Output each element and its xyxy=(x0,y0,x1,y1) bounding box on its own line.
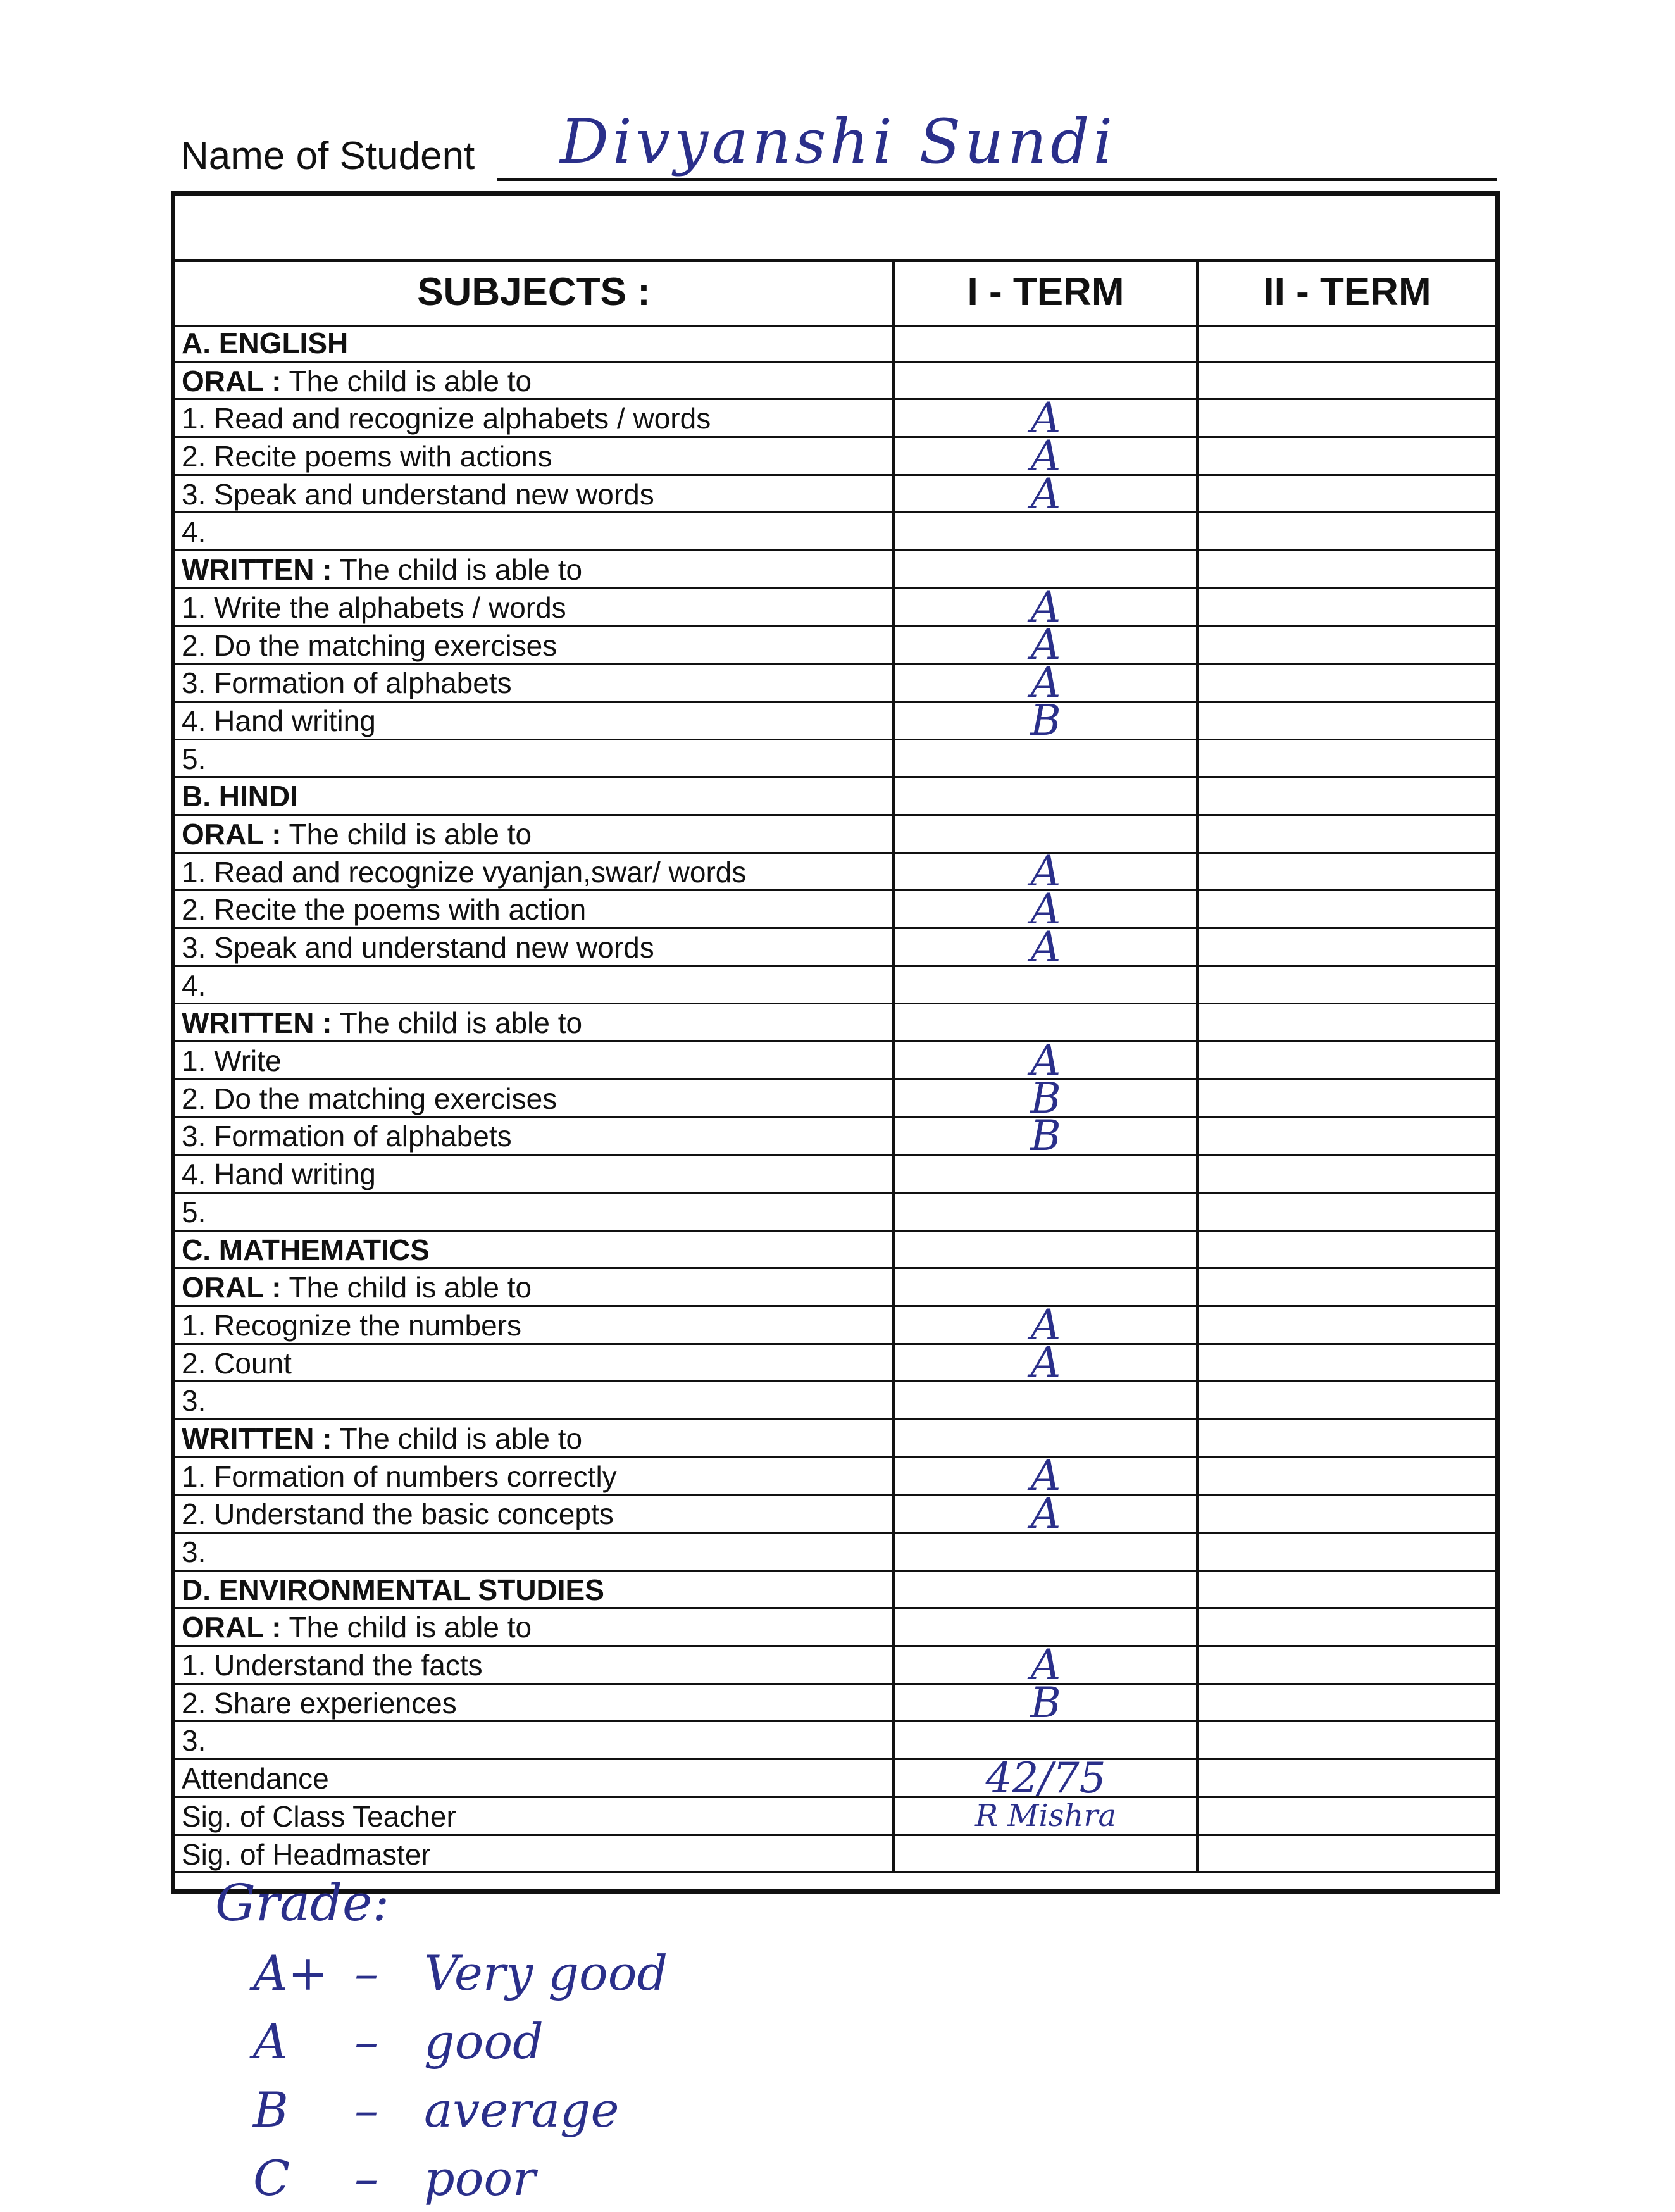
term1-grade xyxy=(895,1232,1199,1268)
term2-grade xyxy=(1199,476,1495,512)
table-row xyxy=(175,1004,1495,1042)
subject-cell xyxy=(175,703,895,739)
table-header-row xyxy=(175,259,1495,327)
term2-grade xyxy=(1199,778,1495,814)
subject-text: The child is able to xyxy=(332,1006,583,1040)
table-row xyxy=(175,1156,1495,1194)
subject-text: The child is able to xyxy=(281,1271,532,1304)
term1-grade xyxy=(895,551,1199,587)
subject-cell xyxy=(175,854,895,890)
subject-text: The child is able to xyxy=(332,553,583,587)
term1-grade: B xyxy=(895,1080,1199,1116)
subject-cell xyxy=(175,665,895,701)
table-row xyxy=(175,1300,1495,1349)
subjects-header: SUBJECTS : xyxy=(175,259,895,325)
legend-item xyxy=(215,2075,668,2144)
term2-grade xyxy=(1199,1647,1495,1683)
term1-grade xyxy=(895,325,1199,361)
table-row xyxy=(175,431,1495,480)
legend-meaning: good xyxy=(424,2013,544,2070)
footer-row xyxy=(175,1753,1495,1803)
term1-grade xyxy=(895,1004,1199,1040)
table-row xyxy=(175,696,1495,745)
subject-cell xyxy=(175,1572,895,1608)
subject-text: 1. Write the alphabets / words xyxy=(182,590,566,624)
table-row xyxy=(175,847,1495,896)
table-row xyxy=(175,1451,1495,1501)
subject-cell xyxy=(175,1042,895,1078)
subject-text: 1. Formation of numbers correctly xyxy=(182,1459,617,1493)
subject-cell xyxy=(175,1458,895,1494)
term1-grade: A xyxy=(895,589,1199,625)
term2-grade xyxy=(1199,1722,1495,1758)
subject-text: 1. Read and recognize vyanjan,swar/ words xyxy=(182,855,747,889)
subject-cell xyxy=(175,967,895,1003)
subject-text: The child is able to xyxy=(332,1422,583,1455)
table-row xyxy=(175,740,1495,778)
legend-meaning: Very good xyxy=(424,1944,668,2001)
term1-grade: A xyxy=(895,929,1199,965)
table-row xyxy=(175,582,1495,632)
subject-cell xyxy=(175,1307,895,1343)
subject-text: 4. Hand writing xyxy=(182,1158,376,1191)
term2-grade xyxy=(1199,665,1495,701)
legend-grade: C xyxy=(253,2149,290,2206)
subject-text: 2. Share experiences xyxy=(182,1686,457,1720)
subject-text: 4. xyxy=(182,968,206,1002)
subject-text: 4. Hand writing xyxy=(182,704,376,737)
term1-grade: B xyxy=(895,1685,1199,1721)
subject-text: 1. Recognize the numbers xyxy=(182,1308,521,1342)
table-row xyxy=(175,620,1495,670)
subject-cell xyxy=(175,1232,895,1268)
term2-grade xyxy=(1199,1080,1495,1116)
term1-grade xyxy=(895,1194,1199,1230)
table-row xyxy=(175,778,1495,816)
term1-grade xyxy=(895,1534,1199,1570)
term1-grade xyxy=(895,1269,1199,1305)
term2-grade xyxy=(1199,438,1495,474)
subject-cell xyxy=(175,891,895,927)
table-row xyxy=(175,1722,1495,1760)
name-underline xyxy=(497,178,1497,181)
report-card-table xyxy=(171,191,1500,1894)
subject-cell xyxy=(175,589,895,625)
term1-grade: A xyxy=(895,1647,1199,1683)
subject-cell xyxy=(175,778,895,814)
legend-meaning: poor xyxy=(424,2149,536,2206)
subject-text: 2. Understand the basic concepts xyxy=(182,1497,614,1531)
legend-item xyxy=(215,2144,668,2212)
term2-grade xyxy=(1199,891,1495,927)
table-row xyxy=(175,325,1495,363)
subject-text: 2. Recite the poems with action xyxy=(182,893,587,927)
term1-grade xyxy=(895,1722,1199,1758)
term1-grade: A xyxy=(895,1496,1199,1532)
subject-cell xyxy=(175,1722,895,1758)
subject-cell xyxy=(175,1004,895,1040)
term2-grade xyxy=(1199,1496,1495,1532)
term1-grade xyxy=(895,1382,1199,1418)
table-row xyxy=(175,658,1495,708)
subject-cell xyxy=(175,1080,895,1116)
subject-cell xyxy=(175,1647,895,1683)
table-row xyxy=(175,1035,1495,1085)
legend-meaning: average xyxy=(424,2081,620,2138)
term2-footer-cell xyxy=(1199,1836,1495,1872)
term1-grade xyxy=(895,816,1199,852)
subject-text: 3. xyxy=(182,1724,206,1758)
term1-grade: A xyxy=(895,891,1199,927)
subject-heading: C. MATHEMATICS xyxy=(182,1233,430,1266)
term1-grade: A xyxy=(895,627,1199,663)
legend-grade: A xyxy=(253,2013,288,2070)
legend-grade: B xyxy=(253,2081,289,2138)
subject-cell xyxy=(175,400,895,436)
student-name-value: Divyanshi Sundi xyxy=(560,106,1117,177)
subject-text: 5. xyxy=(182,742,206,775)
attendance-value: 42/75 xyxy=(895,1760,1199,1796)
term1-grade xyxy=(895,967,1199,1003)
table-row xyxy=(175,885,1495,934)
subject-heading: WRITTEN : xyxy=(182,1422,332,1455)
subject-text: 3. xyxy=(182,1535,206,1568)
term1-grade: A xyxy=(895,1042,1199,1078)
subject-heading: B. HINDI xyxy=(182,780,298,813)
term2-header: II - TERM xyxy=(1263,270,1431,314)
subject-cell xyxy=(175,1382,895,1418)
term2-grade xyxy=(1199,1042,1495,1078)
term1-grade xyxy=(895,513,1199,549)
legend-list xyxy=(215,1939,668,2212)
subject-cell xyxy=(175,1609,895,1645)
table-row xyxy=(175,551,1495,589)
term2-grade xyxy=(1199,589,1495,625)
subject-heading: WRITTEN : xyxy=(182,1006,332,1040)
term1-grade: A xyxy=(895,665,1199,701)
term2-grade xyxy=(1199,1420,1495,1456)
term2-grade xyxy=(1199,1345,1495,1381)
subject-cell xyxy=(175,363,895,399)
term2-grade xyxy=(1199,627,1495,663)
legend-dash: – xyxy=(354,2013,378,2070)
legend-dash: – xyxy=(354,1944,378,2001)
term1-grade xyxy=(895,363,1199,399)
subject-cell xyxy=(175,1685,895,1721)
table-row xyxy=(175,1073,1495,1123)
term1-grade xyxy=(895,1609,1199,1645)
table-row xyxy=(175,1194,1495,1232)
term1-grade: A xyxy=(895,1307,1199,1343)
subject-cell xyxy=(175,740,895,777)
subject-cell xyxy=(175,325,895,361)
term1-grade xyxy=(895,740,1199,777)
footer-label: Sig. of Headmaster xyxy=(175,1836,895,1872)
term1-grade: A xyxy=(895,1458,1199,1494)
subject-heading: WRITTEN : xyxy=(182,553,332,587)
legend-grade: A+ xyxy=(253,1944,328,2001)
term2-grade xyxy=(1199,1609,1495,1645)
footer-label: Sig. of Class Teacher xyxy=(175,1798,895,1834)
term1-grade xyxy=(895,1572,1199,1608)
subject-cell xyxy=(175,627,895,663)
term2-grade xyxy=(1199,363,1495,399)
table-row xyxy=(175,1678,1495,1727)
subject-cell xyxy=(175,1496,895,1532)
table-row xyxy=(175,363,1495,401)
term1-grade: A xyxy=(895,476,1199,512)
term1-header: I - TERM xyxy=(895,259,1199,325)
subject-cell xyxy=(175,1420,895,1456)
term2-grade xyxy=(1199,1685,1495,1721)
footer-row xyxy=(175,1798,1495,1836)
term2-grade xyxy=(1199,703,1495,739)
term2-grade xyxy=(1199,854,1495,890)
term2-grade xyxy=(1199,1382,1495,1418)
term1-grade: A xyxy=(895,438,1199,474)
term1-grade xyxy=(895,1156,1199,1192)
subject-text: The child is able to xyxy=(281,364,532,397)
term2-grade xyxy=(1199,1194,1495,1230)
subject-heading: ORAL : xyxy=(182,1611,282,1644)
table-body xyxy=(175,325,1495,1873)
term2-grade xyxy=(1199,513,1495,549)
subject-cell xyxy=(175,1156,895,1192)
subject-cell xyxy=(175,1118,895,1154)
term2-grade xyxy=(1199,967,1495,1003)
table-row xyxy=(175,922,1495,972)
term2-grade xyxy=(1199,1572,1495,1608)
term2-grade xyxy=(1199,551,1495,587)
term2-grade xyxy=(1199,1458,1495,1494)
signature xyxy=(895,1836,1199,1872)
subject-heading: ORAL : xyxy=(182,1271,282,1304)
subject-heading: ORAL : xyxy=(182,364,282,397)
term2-grade xyxy=(1199,929,1495,965)
table-row xyxy=(175,1489,1495,1539)
footer-row xyxy=(175,1836,1495,1874)
student-name-line xyxy=(180,108,1497,190)
term1-grade: B xyxy=(895,1118,1199,1154)
table-row xyxy=(175,816,1495,854)
legend-title: Grade: xyxy=(215,1873,390,1932)
table-row xyxy=(175,513,1495,551)
subject-text: 5. xyxy=(182,1195,206,1228)
term2-grade xyxy=(1199,1269,1495,1305)
subject-text: 1. Write xyxy=(182,1044,282,1078)
subject-text: 4. xyxy=(182,515,206,549)
table-row xyxy=(175,1534,1495,1572)
subject-cell xyxy=(175,551,895,587)
subject-cell xyxy=(175,513,895,549)
term2-grade xyxy=(1199,1534,1495,1570)
subject-cell xyxy=(175,1345,895,1381)
legend-item xyxy=(215,2007,668,2075)
table-row xyxy=(175,1232,1495,1270)
legend-dash: – xyxy=(354,2081,378,2138)
table-row xyxy=(175,1269,1495,1307)
table-row xyxy=(175,1572,1495,1609)
grade-legend xyxy=(215,1873,668,2212)
subject-cell xyxy=(175,438,895,474)
table-top-strip xyxy=(175,196,1495,262)
legend-dash: – xyxy=(354,2149,378,2206)
subject-cell xyxy=(175,1194,895,1230)
table-row xyxy=(175,967,1495,1005)
term2-grade xyxy=(1199,1156,1495,1192)
subject-text: 2. Recite poems with actions xyxy=(182,440,552,473)
subject-text: 3. Speak and understand new words xyxy=(182,477,654,511)
term2-grade xyxy=(1199,1118,1495,1154)
term2-grade xyxy=(1199,740,1495,777)
table-row xyxy=(175,394,1495,443)
term1-grade: A xyxy=(895,1345,1199,1381)
subject-cell xyxy=(175,929,895,965)
term1-grade: A xyxy=(895,854,1199,890)
term2-footer-cell xyxy=(1199,1760,1495,1796)
term2-grade xyxy=(1199,1307,1495,1343)
subject-heading: A. ENGLISH xyxy=(182,327,349,359)
term2-grade xyxy=(1199,400,1495,436)
legend-item xyxy=(215,1939,668,2007)
subject-text: The child is able to xyxy=(281,1611,532,1644)
subject-text: 3. xyxy=(182,1384,206,1418)
subject-text: The child is able to xyxy=(281,817,532,851)
table-row xyxy=(175,1111,1495,1161)
subject-cell xyxy=(175,476,895,512)
table-row xyxy=(175,1338,1495,1387)
subject-text: 2. Count xyxy=(182,1346,292,1380)
subject-heading: D. ENVIRONMENTAL STUDIES xyxy=(182,1573,604,1606)
term1-grade xyxy=(895,1420,1199,1456)
subject-cell xyxy=(175,1269,895,1305)
student-name-label: Name of Student xyxy=(180,134,475,178)
footer-label: Attendance xyxy=(175,1760,895,1796)
subject-cell xyxy=(175,1534,895,1570)
subject-cell xyxy=(175,816,895,852)
subject-heading: ORAL : xyxy=(182,817,282,851)
term2-grade xyxy=(1199,1232,1495,1268)
term1-grade: A xyxy=(895,400,1199,436)
subject-text: 1. Understand the facts xyxy=(182,1649,483,1682)
subject-text: 2. Do the matching exercises xyxy=(182,628,557,662)
table-row xyxy=(175,1420,1495,1458)
subject-text: 3. Speak and understand new words xyxy=(182,931,654,964)
term2-grade xyxy=(1199,1004,1495,1040)
subject-text: 3. Formation of alphabets xyxy=(182,666,512,700)
subject-text: 3. Formation of alphabets xyxy=(182,1120,512,1153)
term1-grade: B xyxy=(895,703,1199,739)
subject-text: 1. Read and recognize alphabets / words xyxy=(182,402,711,435)
table-row xyxy=(175,1640,1495,1689)
table-row xyxy=(175,1609,1495,1647)
signature: R Mishra xyxy=(895,1798,1199,1834)
term1-grade xyxy=(895,778,1199,814)
term2-footer-cell xyxy=(1199,1798,1495,1834)
table-row xyxy=(175,469,1495,518)
subject-text: 2. Do the matching exercises xyxy=(182,1082,557,1115)
term2-grade xyxy=(1199,816,1495,852)
table-row xyxy=(175,1382,1495,1420)
term2-grade xyxy=(1199,325,1495,361)
